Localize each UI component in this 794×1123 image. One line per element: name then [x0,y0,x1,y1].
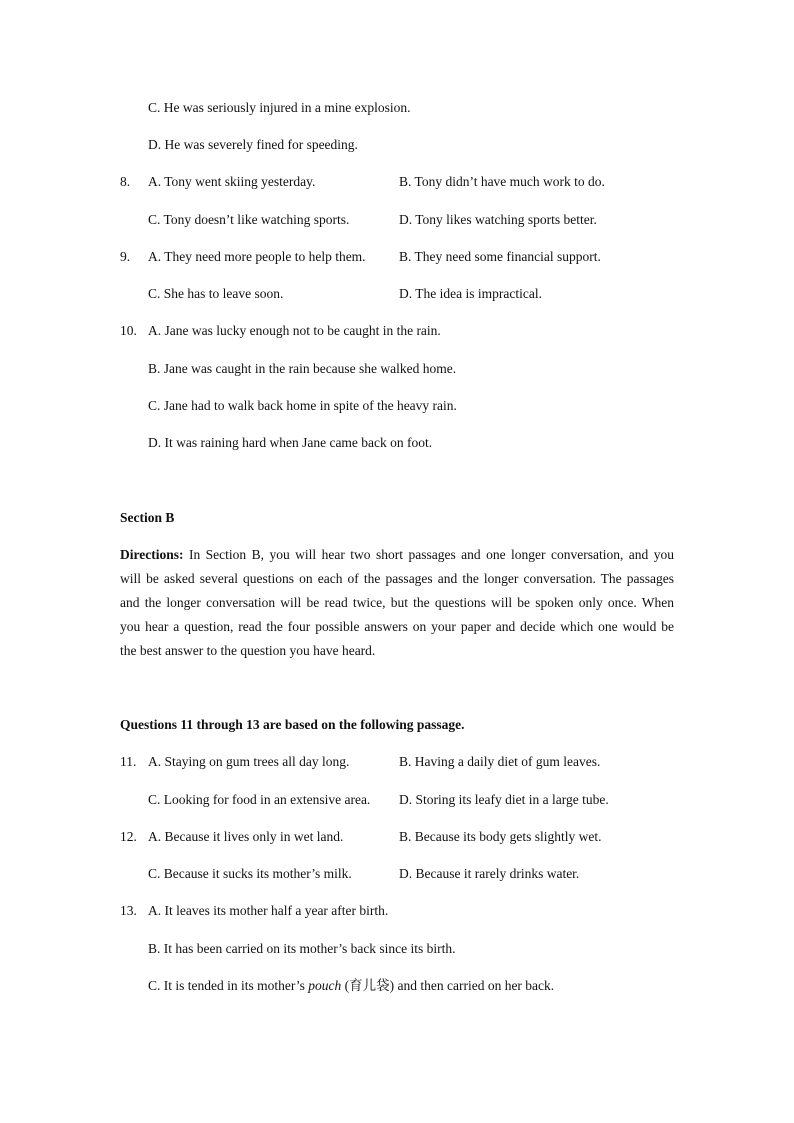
question-10-row-b [0,360,794,378]
question-12-option-c: C. Because it sucks its mother’s milk. [148,866,352,881]
question-11-option-d: D. Storing its leafy diet in a large tube. [399,792,609,807]
question-11-option-b: B. Having a daily diet of gum leaves. [399,754,601,769]
question-13-row-a [0,902,794,920]
question-9-row-cd [0,285,794,303]
directions-line: you hear a question, read the four possible answers on your paper and decide which one would be [120,619,674,634]
question-9-option-d: D. The idea is impractical. [399,286,542,301]
section-b-title-row [0,509,794,527]
section-b-title: Section B [120,510,175,525]
question-12-option-d: D. Because it rarely drinks water. [399,866,580,881]
directions-line: the best answer to the question you have heard. [120,643,376,658]
question-12-row-cd [0,865,794,883]
question-11-number: 11. [120,754,137,769]
question-9-option-c: C. She has to leave soon. [148,286,284,301]
question-8-number: 8. [120,174,131,189]
directions-label: Directions: [120,547,184,562]
directions-line [120,546,674,564]
question-9-option-a: A. They need more people to help them. [148,249,366,264]
question-13-row-c [0,977,794,995]
passage-heading-row [0,716,794,734]
question-11-option-c: C. Looking for food in an extensive area. [148,792,371,807]
question-8-row-ab [0,173,794,191]
question-13-option-b: B. It has been carried on its mother’s back since its birth. [148,941,456,956]
question-12-row-ab [0,828,794,846]
question-13-number: 13. [120,903,137,918]
question-12-option-b: B. Because its body gets slightly wet. [399,829,602,844]
question-13-option-c-prefix: C. It is tended in its mother’s [148,978,309,993]
question-11-row-cd [0,791,794,809]
question-13-option-a: A. It leaves its mother half a year after birth. [148,903,389,918]
question-7-option-c: C. He was seriously injured in a mine explosion. [148,100,411,115]
question-10-option-c: C. Jane had to walk back home in spite of the heavy rain. [148,398,457,413]
question-10-option-d: D. It was raining hard when Jane came back on foot. [148,435,433,450]
question-9-number: 9. [120,249,131,264]
question-10-row-c [0,397,794,415]
passage-heading: Questions 11 through 13 are based on the following passage. [120,717,465,732]
question-10-option-b: B. Jane was caught in the rain because she walked home. [148,361,457,376]
question-13-option-c-italic-term: pouch [308,978,342,993]
question-7-row-d [0,136,794,154]
directions-line: will be asked several questions on each of the passages and the longer conversation. The passages [120,571,674,586]
question-7-option-d: D. He was severely fined for speeding. [148,137,358,152]
question-11-row-ab [0,753,794,771]
question-10-row-a [0,322,794,340]
question-10-number: 10. [120,323,137,338]
question-9-option-b: B. They need some financial support. [399,249,601,264]
directions-line: and the longer conversation will be read twice, but the questions will be spoken only once. When [120,595,674,610]
question-13-option-c-suffix: (育儿袋) and then carried on her back. [341,978,555,993]
question-8-option-b: B. Tony didn’t have much work to do. [399,174,605,189]
question-11-option-a: A. Staying on gum trees all day long. [148,754,350,769]
question-8-option-c: C. Tony doesn’t like watching sports. [148,212,350,227]
question-8-option-d: D. Tony likes watching sports better. [399,212,597,227]
directions-text: In Section B, you will hear two short passages and one longer conversation, and you [183,547,674,562]
question-9-row-ab [0,248,794,266]
question-12-number: 12. [120,829,137,844]
question-8-row-cd [0,211,794,229]
question-13-option-c [148,977,554,995]
question-7-row-c [0,99,794,117]
question-12-option-a: A. Because it lives only in wet land. [148,829,344,844]
question-10-row-d [0,434,794,452]
question-13-row-b [0,940,794,958]
question-10-option-a: A. Jane was lucky enough not to be caught in the rain. [148,323,441,338]
question-8-option-a: A. Tony went skiing yesterday. [148,174,316,189]
